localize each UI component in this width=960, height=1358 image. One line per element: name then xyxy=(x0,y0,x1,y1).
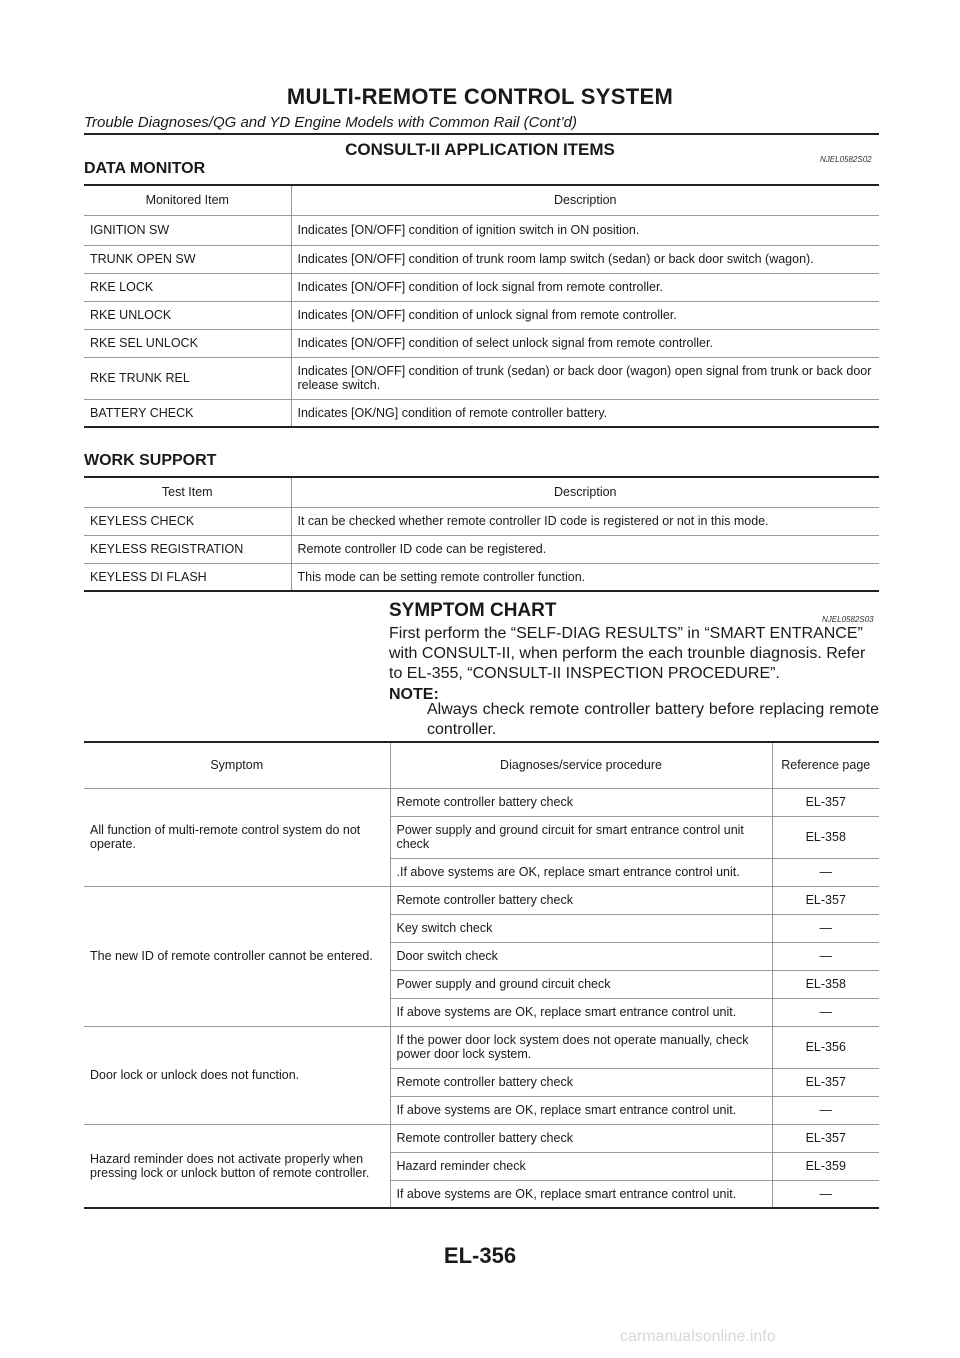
test-item: KEYLESS CHECK xyxy=(84,507,291,535)
work-support-table xyxy=(84,476,879,592)
table-row xyxy=(84,788,879,816)
procedure-cell: Remote controller battery check xyxy=(390,788,772,816)
reference-page-cell: EL-356 xyxy=(772,1026,879,1068)
page-header xyxy=(0,84,960,110)
reference-page-cell: — xyxy=(772,858,879,886)
table-header-row xyxy=(84,185,879,215)
table-row xyxy=(84,245,879,273)
procedure-cell: If above systems are OK, replace smart entrance control unit. xyxy=(390,998,772,1026)
header-divider xyxy=(84,133,879,135)
table-row xyxy=(84,329,879,357)
table-row xyxy=(84,273,879,301)
item-description: Indicates [ON/OFF] condition of lock signal from remote controller. xyxy=(291,273,879,301)
reference-page-cell: EL-357 xyxy=(772,1068,879,1096)
reference-page-cell: EL-358 xyxy=(772,970,879,998)
watermark: carmanualsonline.info xyxy=(620,1328,776,1345)
symptom-chart-title: SYMPTOM CHART xyxy=(389,600,557,621)
note-text: Always check remote controller battery before replacing remote controller. xyxy=(427,701,879,738)
reference-page-cell: EL-357 xyxy=(772,1124,879,1152)
work-support-title: WORK SUPPORT xyxy=(84,452,217,469)
monitored-item: RKE UNLOCK xyxy=(84,301,291,329)
procedure-cell: Hazard reminder check xyxy=(390,1152,772,1180)
symptom-chart-intro: First perform the “SELF-DIAG RESULTS” in “SMART ENTRANCE” with CONSULT-II, when perform the each trounble diagnosis. Refer to EL-355, “CONSULT-II INSPECTION PROCEDURE”. xyxy=(389,625,866,682)
column-header: Description xyxy=(291,185,879,215)
page-number: EL-356 xyxy=(443,1243,517,1268)
reference-page-cell: EL-358 xyxy=(772,816,879,858)
table-row xyxy=(84,535,879,563)
reference-page-cell: — xyxy=(772,1180,879,1208)
monitored-item: IGNITION SW xyxy=(84,215,291,245)
column-header: Monitored Item xyxy=(84,185,291,215)
item-description: Remote controller ID code can be registered. xyxy=(291,535,879,563)
table-row xyxy=(84,357,879,399)
reference-page-cell: EL-357 xyxy=(772,886,879,914)
item-description: Indicates [ON/OFF] condition of ignition switch in ON position. xyxy=(291,215,879,245)
procedure-cell: Remote controller battery check xyxy=(390,1068,772,1096)
item-description: It can be checked whether remote controller ID code is registered or not in this mode. xyxy=(291,507,879,535)
monitored-item: RKE TRUNK REL xyxy=(84,357,291,399)
symptom-cell: Door lock or unlock does not function. xyxy=(84,1026,390,1124)
reference-page-cell: EL-359 xyxy=(772,1152,879,1180)
symptom-cell: The new ID of remote controller cannot be entered. xyxy=(84,886,390,1026)
page-subtitle: Trouble Diagnoses/QG and YD Engine Models with Common Rail (Cont’d) xyxy=(84,114,578,131)
monitored-item: TRUNK OPEN SW xyxy=(84,245,291,273)
symptom-chart-code: NJEL0582S03 xyxy=(822,615,874,624)
data-monitor-title: DATA MONITOR xyxy=(84,160,206,177)
table-row xyxy=(84,563,879,591)
item-description: Indicates [ON/OFF] condition of unlock signal from remote controller. xyxy=(291,301,879,329)
column-header: Symptom xyxy=(84,742,390,788)
note-label: NOTE: xyxy=(389,686,439,703)
table-row xyxy=(84,215,879,245)
consult-section-code: NJEL0582S02 xyxy=(820,155,872,164)
table-header-row xyxy=(84,742,879,788)
data-monitor-table xyxy=(84,184,879,428)
monitored-item: RKE LOCK xyxy=(84,273,291,301)
symptom-table xyxy=(84,741,879,1209)
symptom-cell: All function of multi-remote control system do not operate. xyxy=(84,788,390,886)
procedure-cell: Power supply and ground circuit check xyxy=(390,970,772,998)
column-header: Diagnoses/service procedure xyxy=(390,742,772,788)
page-title: MULTI-REMOTE CONTROL SYSTEM xyxy=(286,84,674,109)
reference-page-cell: — xyxy=(772,1096,879,1124)
table-row xyxy=(84,1124,879,1152)
procedure-cell: If the power door lock system does not operate manually, check power door lock system. xyxy=(390,1026,772,1068)
symptom-cell: Hazard reminder does not activate properly when pressing lock or unlock button of remote controller. xyxy=(84,1124,390,1208)
reference-page-cell: — xyxy=(772,914,879,942)
procedure-cell: .If above systems are OK, replace smart entrance control unit. xyxy=(390,858,772,886)
test-item: KEYLESS REGISTRATION xyxy=(84,535,291,563)
item-description: Indicates [ON/OFF] condition of select unlock signal from remote controller. xyxy=(291,329,879,357)
table-row xyxy=(84,399,879,427)
procedure-cell: Remote controller battery check xyxy=(390,1124,772,1152)
procedure-cell: If above systems are OK, replace smart entrance control unit. xyxy=(390,1096,772,1124)
monitored-item: BATTERY CHECK xyxy=(84,399,291,427)
procedure-cell: If above systems are OK, replace smart entrance control unit. xyxy=(390,1180,772,1208)
column-header: Description xyxy=(291,477,879,507)
procedure-cell: Remote controller battery check xyxy=(390,886,772,914)
table-row xyxy=(84,507,879,535)
column-header: Reference page xyxy=(772,742,879,788)
table-row xyxy=(84,301,879,329)
reference-page-cell: EL-357 xyxy=(772,788,879,816)
column-header: Test Item xyxy=(84,477,291,507)
item-description: Indicates [ON/OFF] condition of trunk (sedan) or back door (wagon) open signal from trunk or back door release switch. xyxy=(291,357,879,399)
item-description: Indicates [OK/NG] condition of remote controller battery. xyxy=(291,399,879,427)
procedure-cell: Door switch check xyxy=(390,942,772,970)
table-header-row xyxy=(84,477,879,507)
consult-section-title: CONSULT-II APPLICATION ITEMS xyxy=(345,140,615,159)
item-description: This mode can be setting remote controller function. xyxy=(291,563,879,591)
procedure-cell: Key switch check xyxy=(390,914,772,942)
procedure-cell: Power supply and ground circuit for smart entrance control unit check xyxy=(390,816,772,858)
monitored-item: RKE SEL UNLOCK xyxy=(84,329,291,357)
table-row xyxy=(84,886,879,914)
reference-page-cell: — xyxy=(772,998,879,1026)
table-row xyxy=(84,1026,879,1068)
reference-page-cell: — xyxy=(772,942,879,970)
item-description: Indicates [ON/OFF] condition of trunk room lamp switch (sedan) or back door switch (wagon). xyxy=(291,245,879,273)
test-item: KEYLESS DI FLASH xyxy=(84,563,291,591)
